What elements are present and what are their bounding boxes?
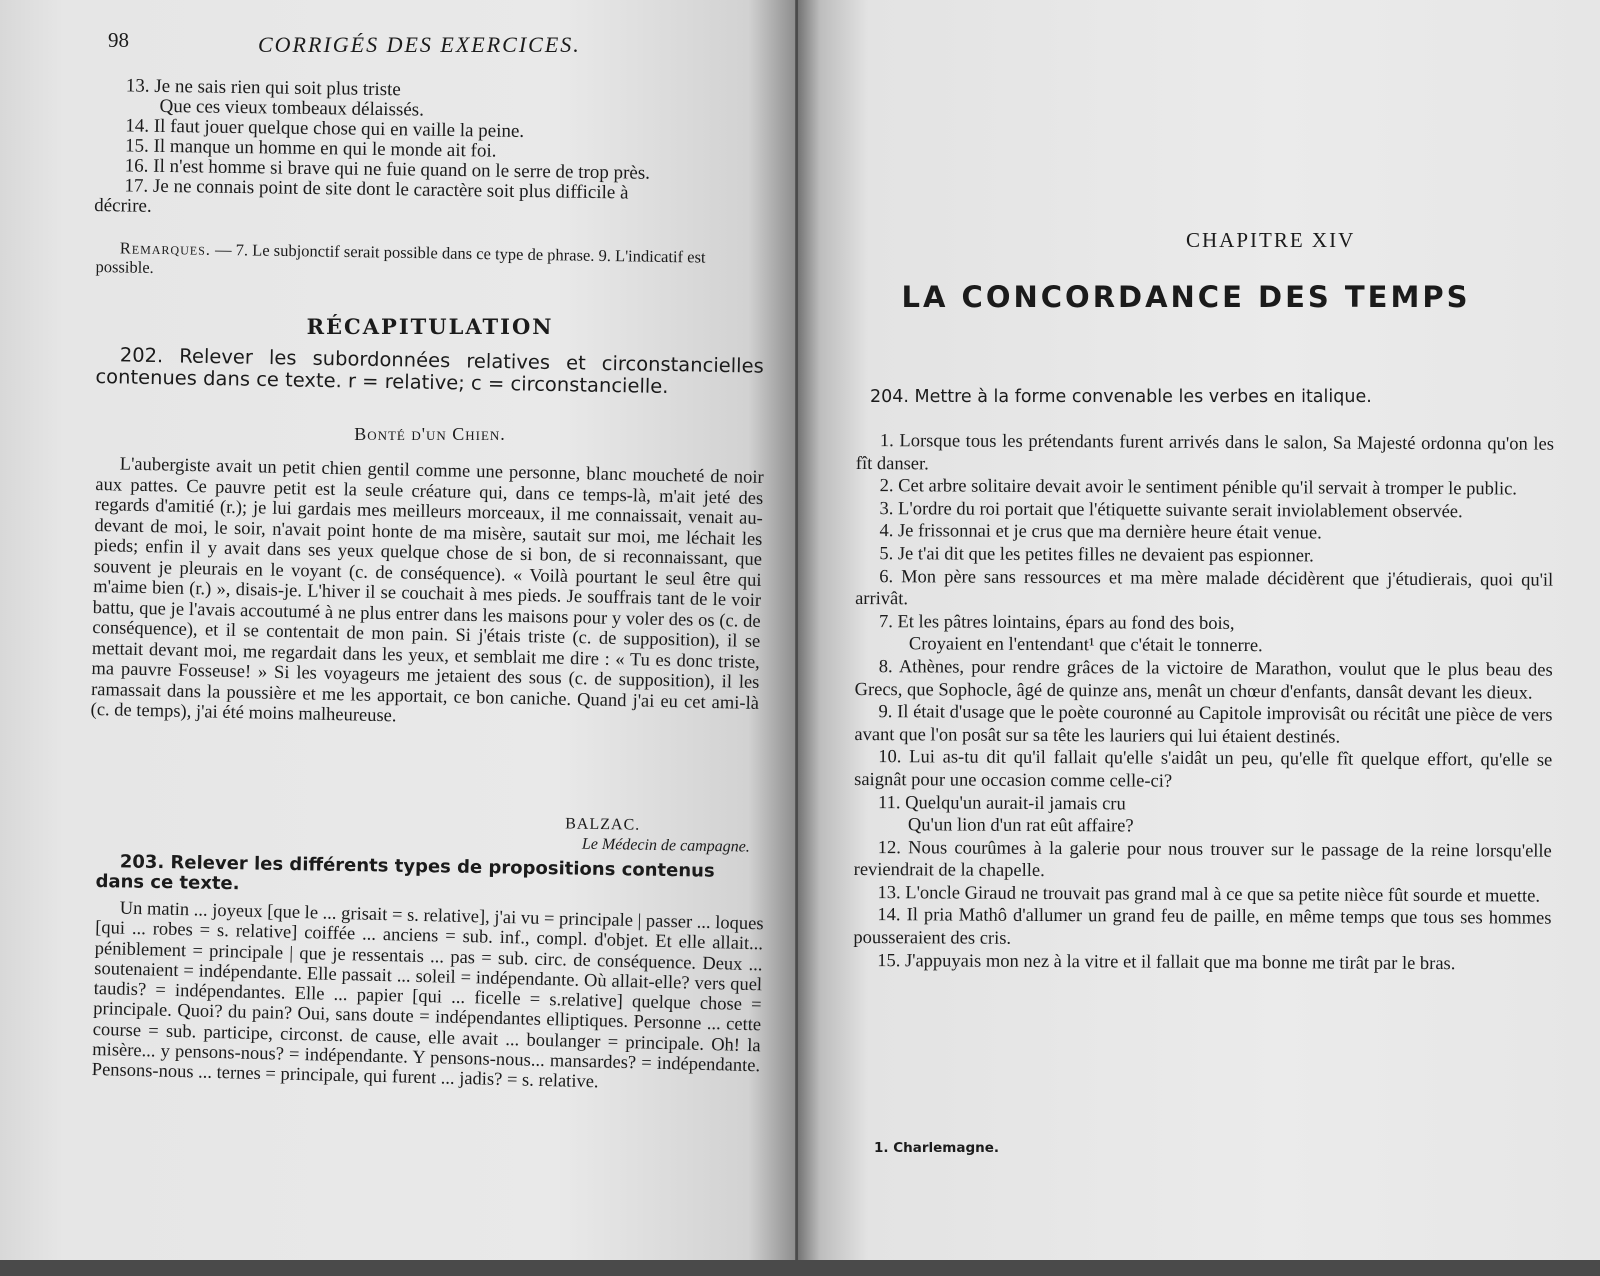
- book-gutter: [795, 0, 798, 1276]
- attribution: [565, 814, 751, 857]
- sentence: 12. Nous courûmes à la galerie pour nous trouver sur le passage de la reine lorsqu'elle reviendrait de la chapelle.: [853, 837, 1552, 882]
- answer-line: 15. Il manque un homme en qui le monde ait foi.: [124, 135, 497, 162]
- sentence: 6. Mon père sans ressources et ma mère malade décidèrent que j'étudierais, quoi qu'il arrivât.: [855, 566, 1554, 610]
- remarks-label: Remarques.: [119, 238, 212, 259]
- attribution-work: Le Médecin de campagne.: [581, 835, 750, 856]
- story-text: [90, 454, 763, 734]
- sentence: 8. Athènes, pour rendre grâces de la victoire de Marathon, voulut que le plus beau des Grecs, que Sophocle, âgé de quinze ans, menât un chœur d'enfants, dansât devant les dieux.: [854, 657, 1553, 704]
- answer-line: décrire.: [94, 194, 152, 217]
- chapter-title: LA CONCORDANCE DES TEMPS: [901, 280, 1471, 314]
- exercise-202-text: 202. Relever les subordonnées relatives et circonstancielles contenues dans ce texte. r = relative; c = circonstancielle.: [95, 343, 764, 398]
- sentence: 2. Cet arbre solitaire devait avoir le sentiment pénible qu'il servait à tromper le public.: [879, 476, 1518, 500]
- footnote: 1. Charlemagne.: [874, 1140, 1000, 1156]
- sentence: 3. L'ordre du roi portait que l'étiquette suivante serait inviolablement observée.: [879, 498, 1463, 522]
- running-title: CORRIGÉS DES EXERCICES.: [258, 32, 581, 57]
- analysis-paragraph: Un matin ... joyeux [que le ... grisait = s. relative], j'ai vu = principale | passer ... loques [qui ... robes = s. relative] coiffée ... anciens = sub. inf., compl. d'objet. Et elle allait... péniblement = principale | que je ressentais ... pas = sub. circ. de conséquence. Deux ... soutenaient = indépendante. Elle passait ... soleil = indépendante. Où allait-elle? vers quel taudis? = indépendantes. Elle ... papier [qui ... ficelle = s.relative] quelque chose = principale. Quoi? du pain? Oui, sans doute = indépendantes elliptiques. Personne ... cette course = sub. participe, circonst. de cause, elle avait ... boulanger = principale. Oh! la misère... y pensons-nous? = indépendante. Y pensons-nous... mansardes? = indépendante. Pensons-nous ... ternes = principale, qui furent ... jadis? = s. relative.: [91, 898, 764, 1093]
- sentence: 11. Quelqu'un aurait-il jamais cru: [877, 792, 1126, 814]
- answer-line: 17. Je ne connais point de site dont le caractère soit plus difficile à: [124, 175, 629, 204]
- section-title: RÉCAPITULATION: [306, 314, 554, 339]
- sentence: 13. L'oncle Giraud ne trouvait pas grand mal à ce que sa petite nièce fût sourde et muette.: [877, 882, 1541, 907]
- answer-line: 14. Il faut jouer quelque chose qui en vaille la peine.: [125, 115, 525, 142]
- sentence: 14. Il pria Mathô d'allumer un grand feu de paille, en même temps que tous ses hommes pousseraient des cris.: [853, 905, 1552, 949]
- story-title: Bonté d'un Chien.: [354, 424, 506, 444]
- sentence: 10. Lui as-tu dit qu'il fallait qu'elle s'aidât un peu, qu'elle fît quelque effort, qu'elle se saignât pour une occasion comme celle-ci?: [854, 747, 1553, 792]
- story-paragraph: L'aubergiste avait un petit chien gentil comme une personne, blanc moucheté de noir aux pattes. Ce pauvre petit est la seule créature qui, dans ce temps-là, m'ait jeté des regards d'amitié (r.); je lui gardais mes meilleurs morceaux, il me connaissait, venait au-devant de moi, le soir, n'avait point honte de ma misère, sautait sur moi, me léchait les pieds; enfin il y avait dans ses yeux quelque chose de si bon, de si reconnaissant, que souvent je pleurais en le voyant (c. de conséquence). « Voilà pourtant le seul être qui m'aime bien (r.) », disais-je. L'hiver il se couchait à mes pieds. Je souffrais tant de le voir battu, que je l'avais accoutumé à ne plus entrer dans les maisons pour y voler des os (c. de conséquence), et il se contentait de mon pain. Si j'étais triste (c. de supposition), il se mettait devant moi, me regardait dans les yeux, et semblait me dire : « Tu es donc triste, ma pauvre Fosseuse! » Si les voyageurs me jetaient des sous (c. de supposition), il les ramassait dans la poussière et me les apportait, ce bon caniche. Quand j'ai eu cet ami-là (c. de temps), j'ai été moins malheureuse.: [90, 454, 764, 727]
- page-header: [108, 24, 756, 64]
- exercise-sentences: [853, 430, 1554, 976]
- answer-list: [94, 76, 764, 225]
- answer-line: 13. Je ne sais rien qui soit plus triste: [125, 75, 401, 101]
- sentence: 9. Il était d'usage que le poète couronné au Capitole improvisât ou récitât une pièce de vers avant que l'on posât sur sa tête les lauriers qui lui étaient destinés.: [854, 702, 1553, 748]
- exercise-204-instruction: 204. Mettre à la forme convenable les verbes en italique.: [870, 387, 1372, 407]
- sentence-verse: Croyaient en l'entendant¹ que c'était le tonnerre.: [908, 634, 1263, 657]
- sentence: 15. J'appuyais mon nez à la vitre et il fallait que ma bonne me tirât par le bras.: [877, 950, 1456, 974]
- answer-line: Que ces vieux tombeaux délaissés.: [159, 95, 425, 121]
- page-number: 98: [108, 28, 129, 52]
- answer-line: 16. Il n'est homme si brave qui ne fuie quand on le serre de trop près.: [124, 155, 651, 184]
- remarks-text: — 7. Le subjonctif serait possible dans ce type de phrase. 9. L'indicatif est possible.: [95, 239, 706, 277]
- attribution-author: BALZAC.: [565, 815, 641, 834]
- sentence: 7. Et les pâtres lointains, épars au fond des bois,: [878, 611, 1235, 634]
- chapter-label: CHAPITRE XIV: [1186, 228, 1356, 252]
- sentence: 1. Lorsque tous les prétendants furent arrivés dans le salon, Sa Majesté ordonna qu'on les fît danser.: [855, 431, 1554, 474]
- sentence-verse: Qu'un lion d'un rat eût affaire?: [907, 815, 1134, 837]
- sentence: 5. Je t'ai dit que les petites filles ne devaient pas espionner.: [879, 544, 1314, 567]
- left-page: [0, 0, 796, 1260]
- sentence: 4. Je frissonnai et je crus que ma dernière heure était venue.: [879, 521, 1322, 544]
- scan-bottom-edge: [0, 1260, 1600, 1276]
- exercise-203-instruction: [95, 852, 764, 902]
- analysis-text: [92, 898, 764, 1097]
- remarks: [95, 238, 764, 286]
- right-page: [796, 0, 1600, 1260]
- exercise-203-text: 203. Relever les différents types de propositions contenus dans ce texte.: [95, 851, 715, 895]
- exercise-202-instruction: [95, 344, 764, 400]
